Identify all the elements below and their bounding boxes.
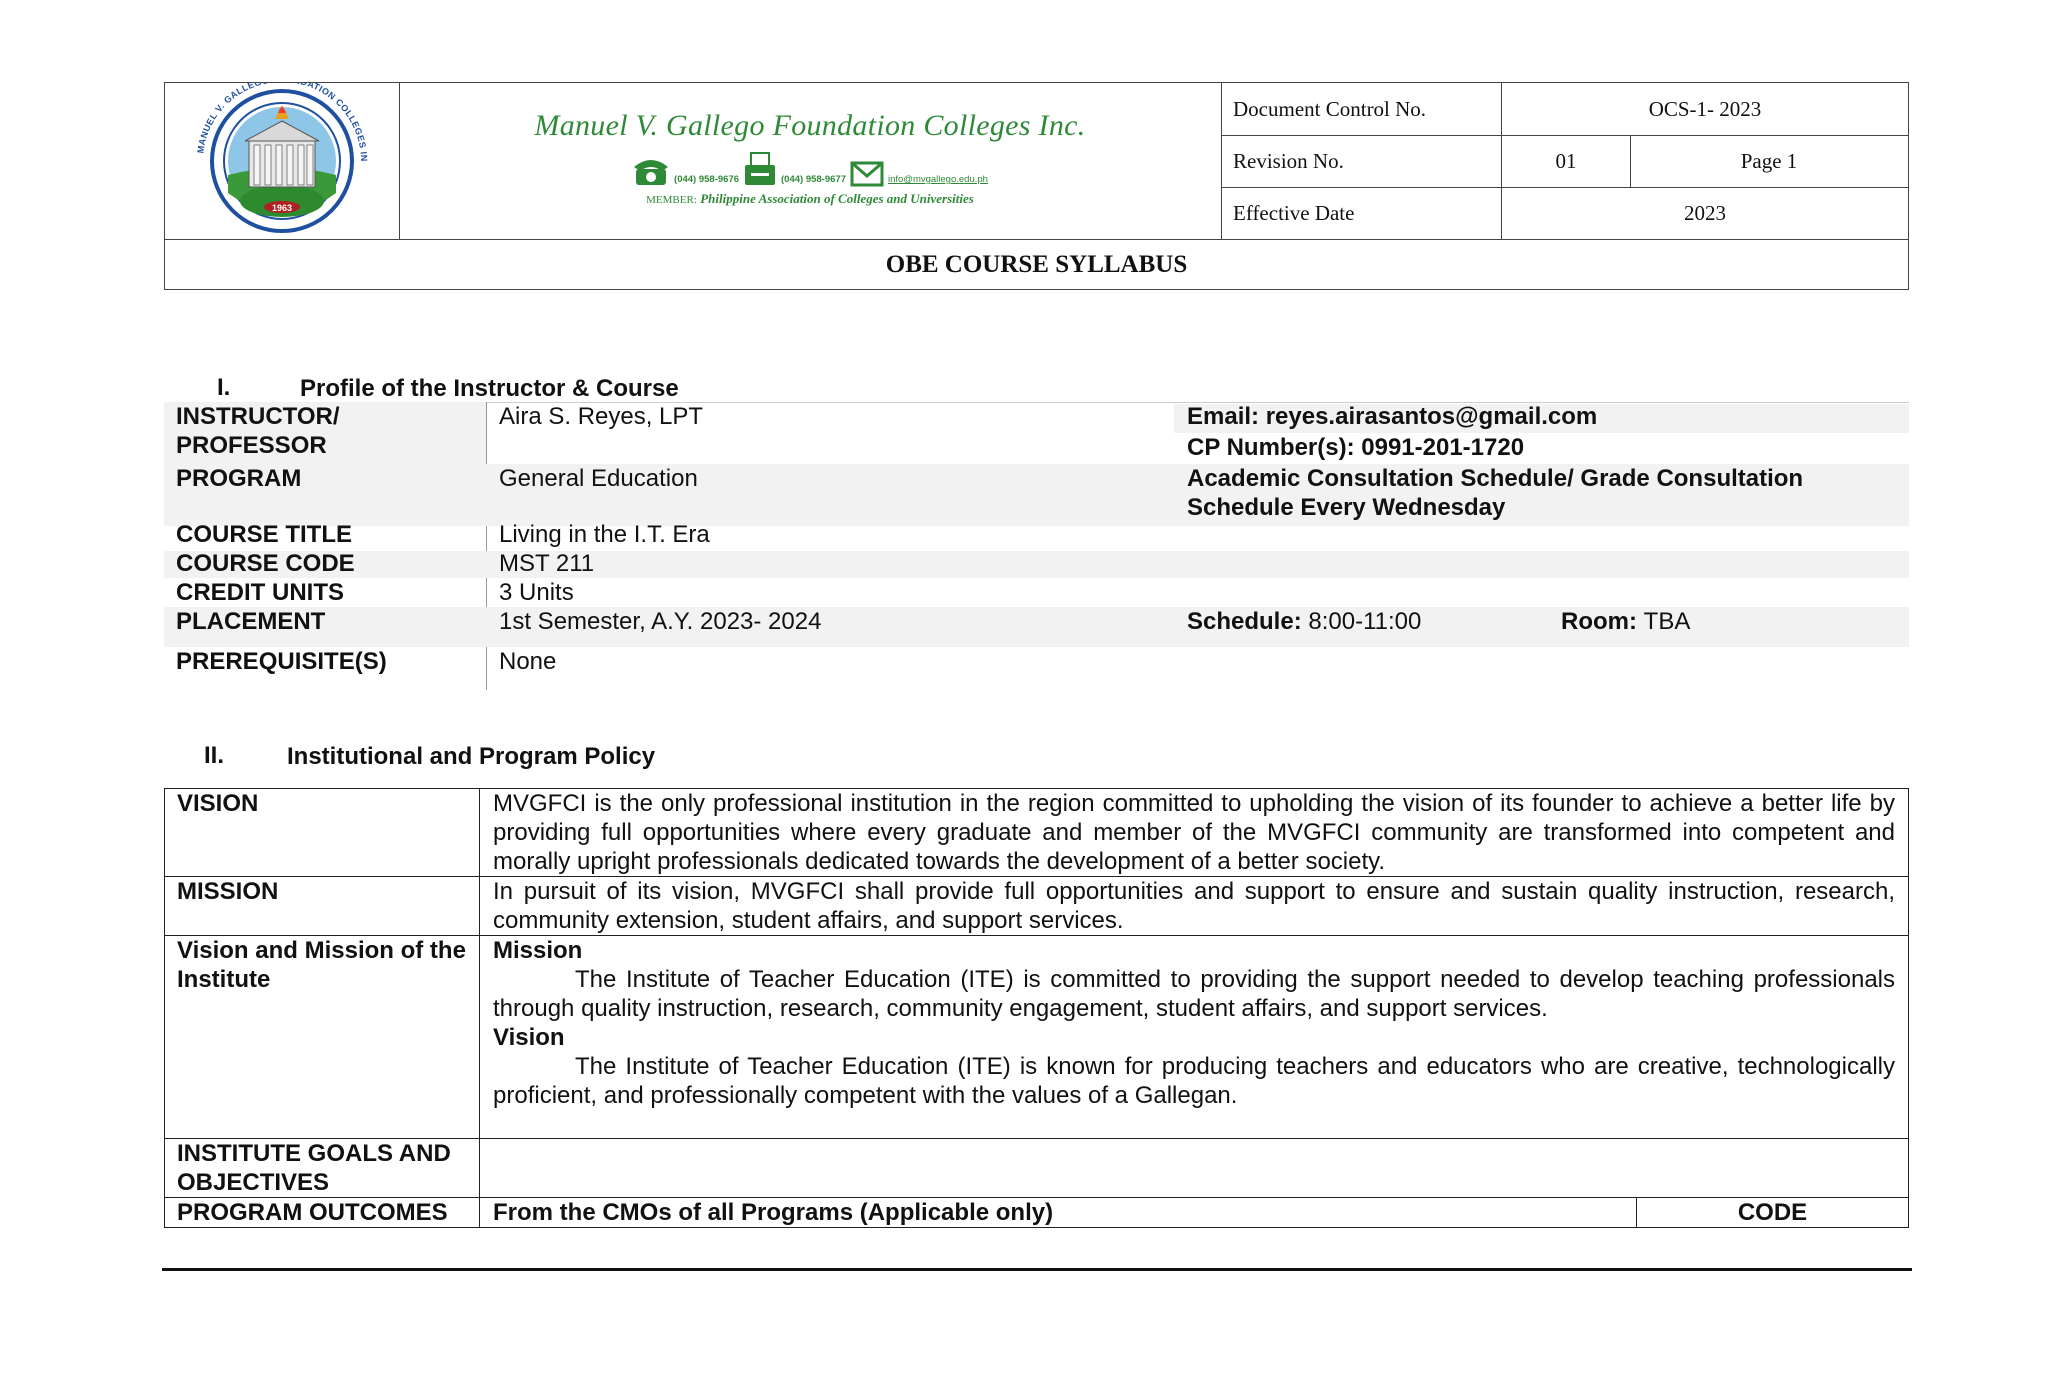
room-value: TBA [1643,608,1691,635]
mission-row [165,877,1908,936]
fax-number: (044) 958-9677 [781,174,846,185]
revision-label: Revision No. [1221,135,1502,187]
vision-label: VISION [165,789,480,876]
effective-value: 2023 [1684,201,1726,225]
institute-vision-heading: Vision [493,1024,565,1051]
schedule-field [1187,607,1421,636]
effective-row [1221,187,1908,239]
course-title-value: Living in the I.T. Era [499,521,710,548]
phone-icon [632,153,670,187]
room-label: Room: [1561,608,1637,635]
member-association: Philippine Association of Colleges and Universities [700,191,974,206]
document-title: OBE COURSE SYLLABUS [165,239,1908,290]
schedule-value: 8:00-11:00 [1308,608,1422,635]
instructor-value: Aira S. Reyes, LPT [499,403,704,430]
room-field [1561,607,1690,636]
course-title-label: COURSE TITLE [176,521,353,548]
course-code-value: MST 211 [499,550,595,577]
course-title-row [164,520,1909,549]
logo-cell [165,83,400,239]
instructor-cp-number: CP Number(s): 0991-201-1720 [1187,434,1525,461]
member-label: MEMBER: [646,194,697,206]
college-seal-logo [165,83,399,239]
instructor-row [164,402,1909,464]
program-outcomes-header: From the CMOs of all Programs (Applicable only) [480,1198,1637,1227]
institute-mission-text: The Institute of Teacher Education (ITE) is committed to providing the support needed to develop teaching professionals through quality instruction, research, community engagement, student affairs, and support services. [493,966,1895,1022]
document-control-table [1221,83,1908,239]
program-value: General Education [499,465,698,492]
section-1-title: Profile of the Instructor & Course [300,375,679,402]
footer-rule [162,1268,1912,1271]
instructor-label-2: PROFESSOR [176,432,327,459]
credit-units-value: 3 Units [499,579,574,606]
mail-icon [850,161,884,187]
program-outcomes-label: PROGRAM OUTCOMES [165,1198,480,1227]
program-label: PROGRAM [176,465,302,492]
membership-line [399,191,1221,207]
credit-units-label: CREDIT UNITS [176,579,344,606]
prerequisite-value: None [499,648,557,675]
placement-label: PLACEMENT [176,608,326,635]
section-1-number: I. [217,374,231,401]
placement-value: 1st Semester, A.Y. 2023- 2024 [499,608,822,635]
institute-vision-text: The Institute of Teacher Education (ITE) is known for producing teachers and educators who are creative, technologically proficient, and professionally competent with the values of a Gallegan. [493,1053,1895,1109]
revision-value: 01 [1502,135,1631,187]
program-outcomes-row [165,1198,1908,1227]
instructor-label-1: INSTRUCTOR/ [176,403,340,430]
doc-control-row [1221,83,1908,136]
section-2-title: Institutional and Program Policy [287,743,656,770]
college-email-link[interactable]: info@mvgallego.edu.ph [887,174,988,185]
college-title-cell [399,83,1222,239]
page-number: Page 1 [1740,149,1798,173]
placement-row [164,607,1909,647]
logo-year: 1963 [271,203,293,213]
college-name: Manuel V. Gallego Foundation Colleges Inc. [534,109,1086,142]
code-header: CODE [1737,1199,1808,1226]
prerequisite-row [164,647,1909,687]
revision-row [1221,135,1908,188]
institute-goals-row [165,1139,1908,1198]
course-code-label: COURSE CODE [176,550,355,577]
vision-row [165,789,1908,877]
schedule-label: Schedule: [1187,608,1302,635]
instructor-email: Email: reyes.airasantos@gmail.com [1187,403,1598,430]
institute-vision-mission-label: Vision and Mission of the Institute [165,936,480,1138]
contact-row [399,151,1221,187]
institute-vision-mission-row [165,936,1908,1139]
course-code-row [164,551,1909,578]
prerequisite-label: PREREQUISITE(S) [176,648,387,675]
policy-table [164,788,1909,1228]
fax-icon [743,151,777,187]
section-2-number: II. [204,742,225,769]
program-row [164,464,1909,526]
document-header [164,82,1909,290]
mission-text: In pursuit of its vision, MVGFCI shall provide full opportunities and support to ensure and sustain quality instruction, research, community extension, student affairs, and support services. [493,878,1895,934]
logo-ring-text: MANUEL V. GALLE ATION COLLEGES IN [195,83,370,162]
doc-control-label: Document Control No. [1221,83,1502,135]
institute-vision-mission-text [480,936,1908,1110]
institute-mission-heading: Mission [493,937,583,964]
effective-label: Effective Date [1221,187,1502,239]
consultation-schedule-line-2: Schedule Every Wednesday [1187,494,1506,521]
mission-label: MISSION [165,877,480,935]
phone-number: (044) 958-9676 [674,174,740,185]
credit-units-row [164,578,1909,607]
institute-goals-label: INSTITUTE GOALS AND OBJECTIVES [165,1139,480,1197]
doc-control-value: OCS-1- 2023 [1648,97,1762,121]
consultation-schedule-line-1: Academic Consultation Schedule/ Grade Consultation [1187,465,1804,492]
vision-text: MVGFCI is the only professional institution in the region committed to upholding the vision of its founder to achieve a better life by providing full opportunities where every graduate and member of the MVGFCI community are transformed into competent and morally upright professionals dedicated towards the development of a better society. [493,790,1895,875]
